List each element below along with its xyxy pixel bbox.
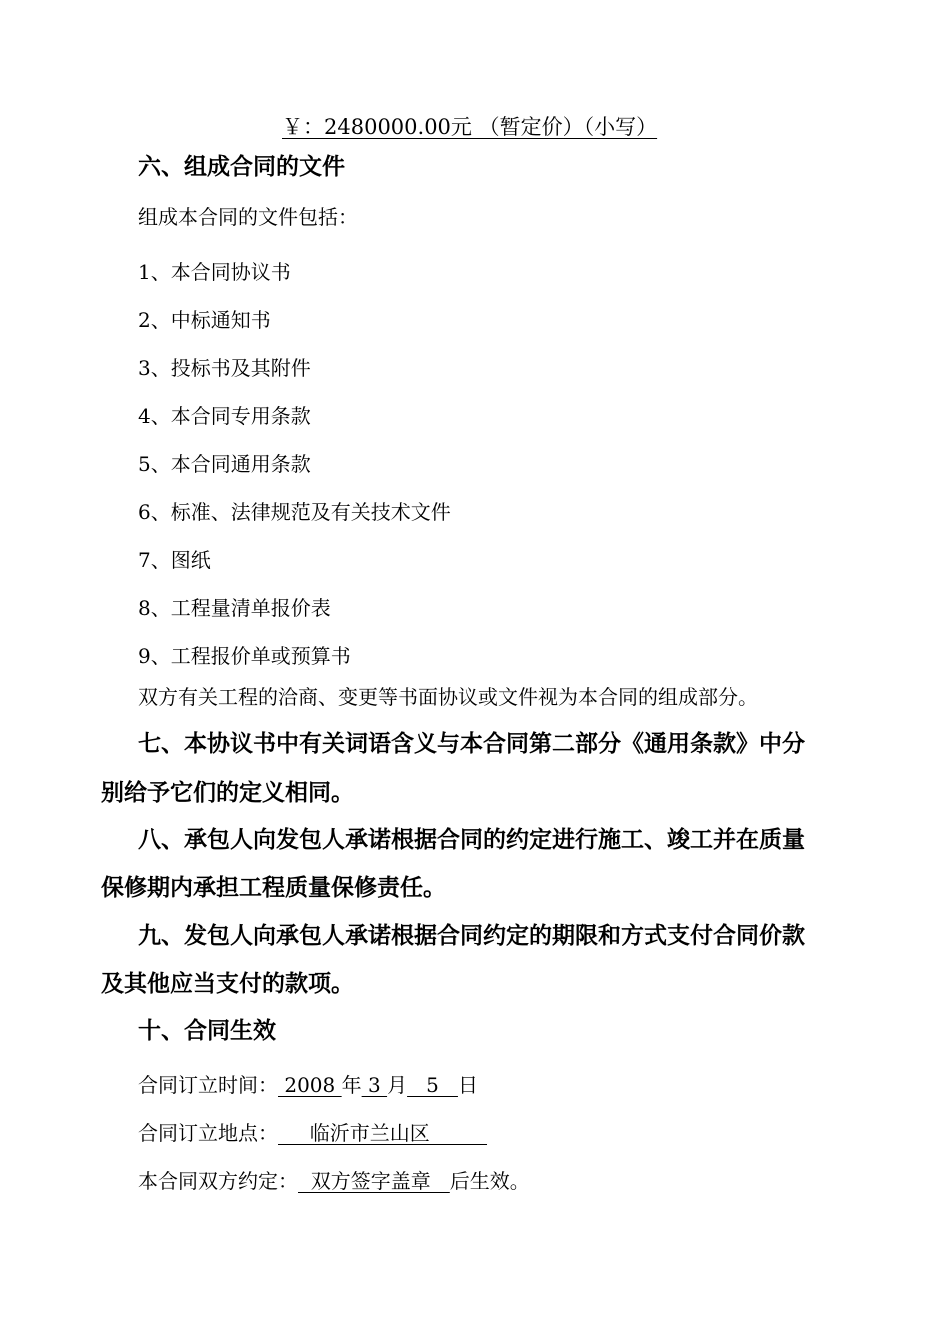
signing-month: 3 (361, 1073, 388, 1097)
document-list-item: 4、本合同专用条款 (138, 404, 311, 428)
signing-year: 2008 (278, 1073, 342, 1097)
effective-condition-suffix: 后生效。 (449, 1169, 530, 1193)
document-list-item: 8、工程量清单报价表 (138, 596, 331, 620)
signing-place-value: 临沂市兰山区 (278, 1121, 488, 1145)
document-list-item: 3、投标书及其附件 (138, 356, 311, 380)
document-list-item: 6、标准、法律规范及有关技术文件 (138, 500, 451, 524)
signing-place-label: 合同订立地点： (138, 1121, 278, 1145)
document-list-item: 7、图纸 (138, 548, 211, 572)
contract-price-line: ￥：2480000.00元 （暂定价）（小写） (282, 115, 658, 139)
section-6-closing: 双方有关工程的洽商、变更等书面协议或文件视为本合同的组成部分。 (138, 685, 758, 709)
section-8-line-2: 保修期内承担工程质量保修责任。 (101, 875, 446, 901)
month-unit: 月 (387, 1073, 408, 1097)
section-8-line-1: 八、承包人向发包人承诺根据合同的约定进行施工、竣工并在质量 (138, 827, 805, 853)
document-list-item: 9、工程报价单或预算书 (138, 644, 351, 668)
section-6-heading: 六、组成合同的文件 (138, 154, 345, 180)
effective-condition-label: 本合同双方约定： (138, 1169, 298, 1193)
document-list-item: 5、本合同通用条款 (138, 452, 311, 476)
signing-day: 5 (407, 1073, 458, 1097)
section-7-line-2: 别给予它们的定义相同。 (101, 780, 354, 806)
section-9-line-1: 九、发包人向承包人承诺根据合同约定的期限和方式支付合同价款 (138, 923, 805, 949)
document-list-item: 2、中标通知书 (138, 308, 271, 332)
section-7-line-1: 七、本协议书中有关词语含义与本合同第二部分《通用条款》中分 (138, 731, 805, 757)
day-unit: 日 (457, 1073, 478, 1097)
effective-condition-row (138, 1171, 530, 1191)
section-10-heading: 十、合同生效 (138, 1018, 276, 1044)
section-6-intro: 组成本合同的文件包括： (138, 205, 358, 229)
signing-date-label: 合同订立时间： (138, 1073, 278, 1097)
section-9-line-2: 及其他应当支付的款项。 (101, 971, 354, 997)
document-list-item: 1、本合同协议书 (138, 260, 291, 284)
year-unit: 年 (341, 1073, 362, 1097)
signing-date-row (138, 1075, 478, 1095)
signing-place-row (138, 1123, 487, 1143)
effective-condition-value: 双方签字盖章 (298, 1169, 450, 1193)
